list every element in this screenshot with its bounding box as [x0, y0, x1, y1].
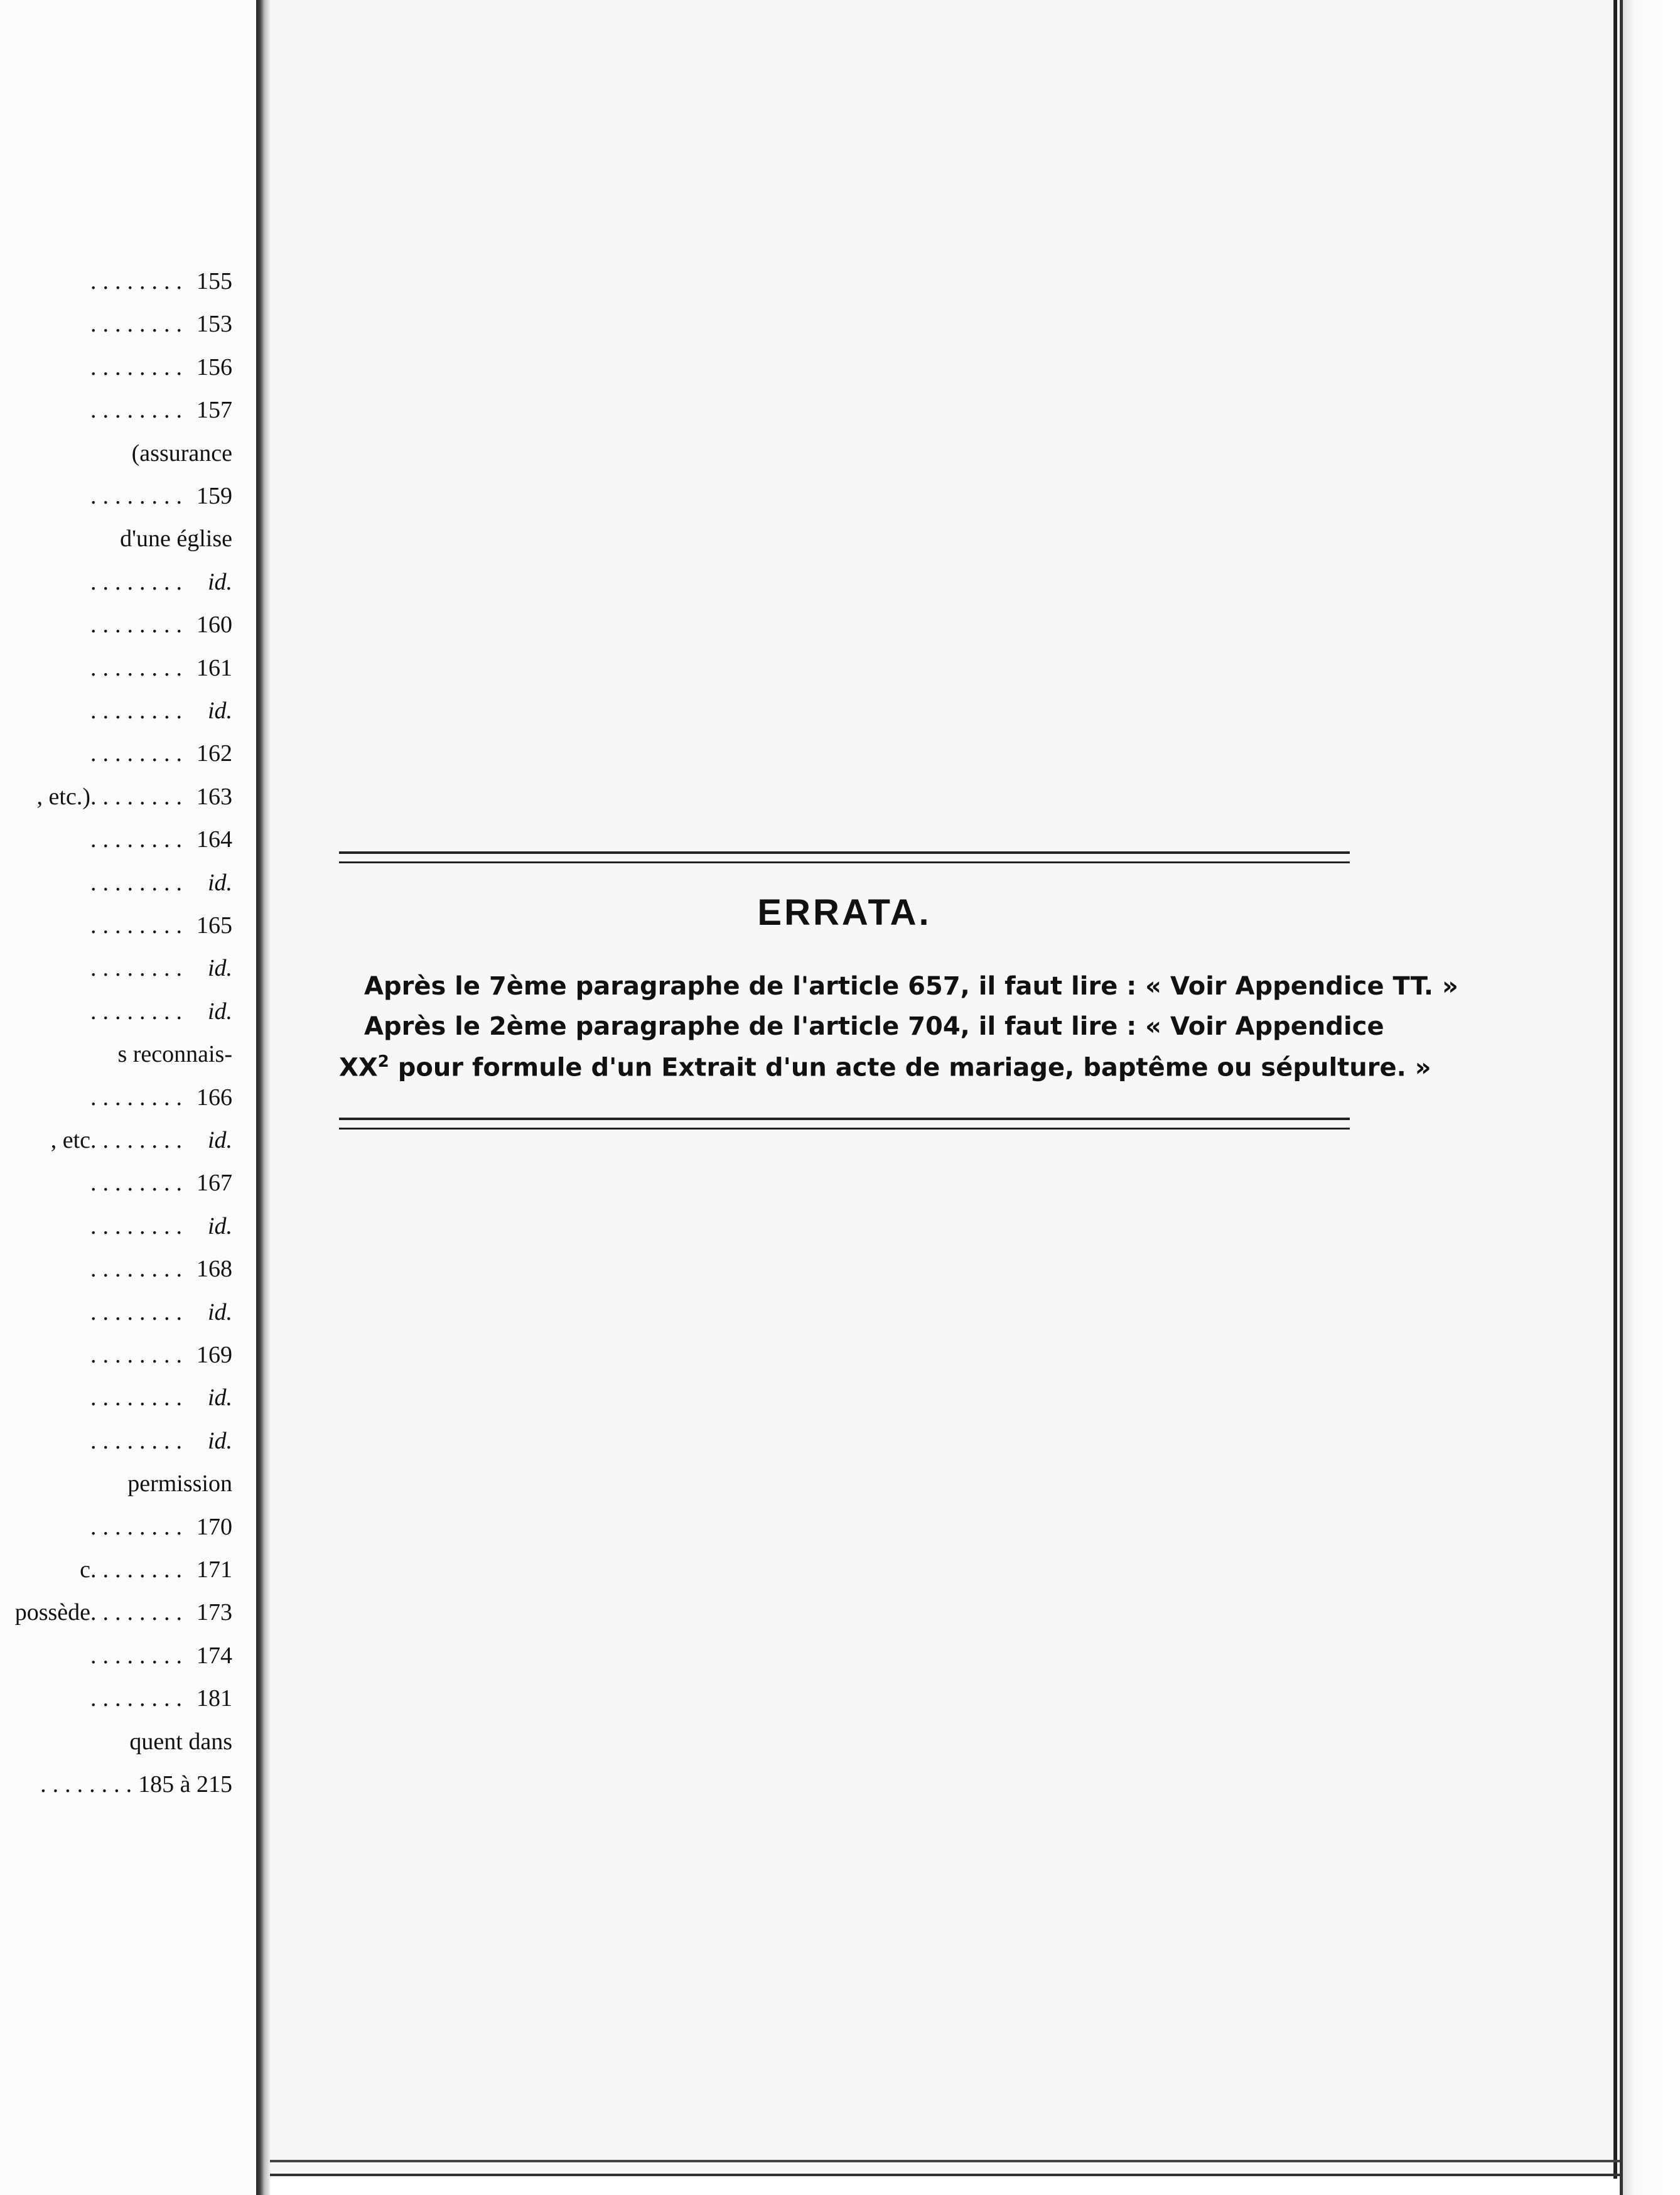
errata-entry-2-rest: pour formule d'un Extrait d'un acte de mariage, baptême ou sépulture. » — [389, 1053, 1431, 1082]
toc-line-text: , etc — [50, 1127, 90, 1153]
toc-line — [0, 478, 232, 514]
toc-page-number: 153 — [197, 311, 232, 337]
toc-line — [0, 779, 232, 814]
leader-dots: ........ — [90, 397, 188, 423]
toc-line — [0, 1552, 232, 1587]
page-bottom-edge — [270, 2160, 1620, 2176]
toc-line — [0, 951, 232, 986]
book-gutter — [256, 0, 270, 2195]
toc-line — [0, 693, 232, 728]
toc-line-text: c — [80, 1556, 90, 1583]
toc-page-number: 163 — [197, 784, 232, 810]
toc-line — [0, 908, 232, 943]
top-double-rule — [339, 851, 1350, 863]
toc-line — [0, 1724, 232, 1759]
bottom-double-rule — [339, 1118, 1350, 1130]
toc-page-number: id. — [207, 1213, 232, 1239]
leader-dots: ........ — [90, 1685, 188, 1712]
toc-page-number: 173 — [197, 1599, 232, 1626]
toc-page-number: 162 — [197, 740, 232, 767]
errata-title: ERRATA. — [757, 892, 932, 933]
leader-dots: ........ — [90, 1170, 188, 1196]
leader-dots: ........ — [90, 1084, 188, 1111]
toc-page-number: 160 — [197, 612, 232, 638]
toc-page-number: 171 — [197, 1556, 232, 1583]
toc-line — [0, 1767, 232, 1802]
toc-line-text: quent dans — [129, 1728, 232, 1755]
toc-page-number: 167 — [197, 1170, 232, 1196]
errata-entry-2-line-2 — [339, 1052, 1431, 1082]
toc-page-number: id. — [207, 1127, 232, 1153]
leader-dots: ........ — [90, 268, 188, 294]
left-facing-page — [0, 0, 261, 2195]
toc-line — [0, 1337, 232, 1373]
toc-line-text: (assurance — [131, 440, 232, 467]
leader-dots: ........ — [90, 784, 188, 810]
errata-entry-2-line-1: Après le 2ème paragraphe de l'article 704, il faut lire : « Voir Appendice — [364, 1012, 1384, 1041]
toc-line — [0, 264, 232, 299]
toc-page-number: 165 — [197, 912, 232, 939]
toc-page-number: id. — [207, 870, 232, 896]
toc-page-number: 164 — [197, 826, 232, 853]
leader-dots: ........ — [90, 1127, 188, 1153]
toc-line — [0, 436, 232, 471]
toc-line — [0, 822, 232, 857]
toc-line — [0, 1638, 232, 1673]
toc-line — [0, 1037, 232, 1072]
leader-dots: ........ — [90, 1213, 188, 1239]
leader-dots: ........ — [90, 698, 188, 724]
toc-page-number: 181 — [197, 1685, 232, 1712]
leader-dots: ........ — [90, 1556, 188, 1583]
toc-line — [0, 1681, 232, 1716]
leader-dots: ........ — [90, 1384, 188, 1411]
leader-dots: ........ — [90, 826, 188, 853]
toc-line — [0, 1080, 232, 1115]
leader-dots: ........ — [90, 1428, 188, 1454]
leader-dots: ........ — [90, 912, 188, 939]
leader-dots: ........ — [40, 1771, 139, 1798]
leader-dots: ........ — [90, 1599, 188, 1626]
errata-page — [270, 0, 1617, 2179]
toc-page-number: 156 — [197, 354, 232, 380]
toc-line — [0, 865, 232, 900]
leader-dots: ........ — [90, 998, 188, 1025]
toc-line-text: possède — [14, 1599, 90, 1626]
toc-page-number: 159 — [197, 483, 232, 509]
toc-page-number: id. — [207, 955, 232, 981]
leader-dots: ........ — [90, 740, 188, 767]
toc-line — [0, 564, 232, 600]
toc-page-number: 169 — [197, 1342, 232, 1368]
toc-line — [0, 1423, 232, 1459]
toc-line — [0, 1466, 232, 1501]
appendix-ref: XX — [339, 1053, 378, 1082]
toc-line-text: s reconnais- — [117, 1041, 232, 1067]
toc-line — [0, 1380, 232, 1415]
toc-line — [0, 607, 232, 642]
toc-page-number: 155 — [197, 268, 232, 294]
leader-dots: ........ — [90, 1514, 188, 1540]
toc-line — [0, 392, 232, 428]
leader-dots: ........ — [90, 569, 188, 595]
toc-page-number: 157 — [197, 397, 232, 423]
toc-page-number: id. — [207, 569, 232, 595]
leader-dots: ........ — [90, 1642, 188, 1669]
leader-dots: ........ — [90, 655, 188, 681]
toc-line — [0, 1209, 232, 1244]
toc-page-number: 185 à 215 — [138, 1771, 232, 1798]
leader-dots: ........ — [90, 612, 188, 638]
toc-page-number: id. — [207, 1384, 232, 1411]
toc-line — [0, 1509, 232, 1545]
toc-line — [0, 994, 232, 1029]
toc-page-number: 161 — [197, 655, 232, 681]
toc-line — [0, 650, 232, 686]
toc-line — [0, 1165, 232, 1200]
toc-page-number: 166 — [197, 1084, 232, 1111]
leader-dots: ........ — [90, 1256, 188, 1282]
toc-page-number: id. — [207, 1299, 232, 1325]
leader-dots: ........ — [90, 955, 188, 981]
toc-line — [0, 1123, 232, 1158]
leader-dots: ........ — [90, 483, 188, 509]
toc-line — [0, 306, 232, 342]
toc-page-number: 170 — [197, 1514, 232, 1540]
leader-dots: ........ — [90, 1299, 188, 1325]
leader-dots: ........ — [90, 870, 188, 896]
toc-line-text: permission — [127, 1470, 232, 1497]
toc-line-text: d'une église — [120, 526, 232, 552]
appendix-ref-superscript: 2 — [377, 1052, 389, 1071]
toc-line — [0, 350, 232, 385]
toc-page-number: id. — [207, 998, 232, 1025]
toc-line — [0, 736, 232, 771]
toc-page-number: 174 — [197, 1642, 232, 1669]
toc-line — [0, 1295, 232, 1330]
toc-line — [0, 1595, 232, 1630]
toc-page-number: 168 — [197, 1256, 232, 1282]
leader-dots: ........ — [90, 311, 188, 337]
toc-line-text: , etc.) — [36, 784, 90, 810]
toc-page-number: id. — [207, 1428, 232, 1454]
page-right-edge — [1620, 0, 1680, 2195]
toc-line — [0, 521, 232, 556]
leader-dots: ........ — [90, 1342, 188, 1368]
leader-dots: ........ — [90, 354, 188, 380]
toc-page-number: id. — [207, 698, 232, 724]
toc-line — [0, 1251, 232, 1286]
errata-entry-1: Après le 7ème paragraphe de l'article 657, il faut lire : « Voir Appendice TT. » — [364, 972, 1458, 1001]
